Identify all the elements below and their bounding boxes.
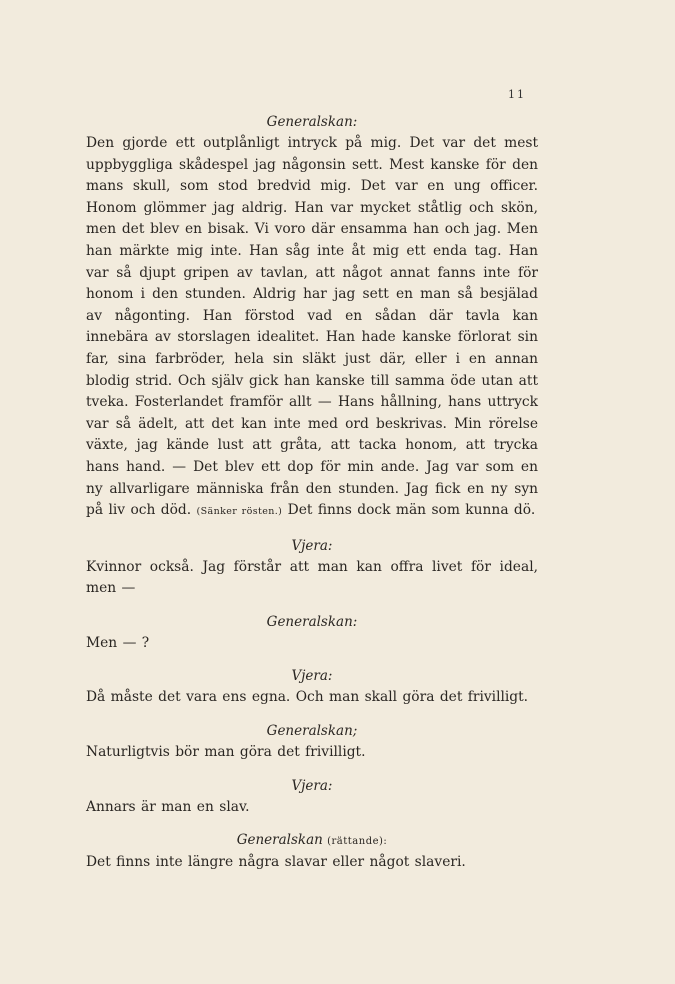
play-text	[86, 112, 538, 874]
stage-direction: (rättande):	[327, 836, 388, 848]
speech-vjera: Annars är man en slav.	[86, 798, 250, 815]
speaker-generalskan: Generalskan;	[266, 723, 358, 740]
speaker-vjera: Vjera:	[291, 668, 333, 685]
speech-vjera: Då måste det vara ens egna. Och man skall göra det frivilligt.	[86, 689, 529, 706]
speech-generalskan: Naturligtvis bör man göra det frivilligt.	[86, 744, 366, 761]
speaker-name: Generalskan	[236, 832, 323, 849]
speaker-generalskan	[86, 830, 538, 852]
speaker-generalskan: Generalskan:	[266, 114, 358, 130]
speech-generalskan: Det finns inte längre några slavar eller något slaveri.	[86, 854, 466, 871]
speech-generalskan-long	[86, 133, 538, 523]
speaker-generalskan: Generalskan:	[266, 613, 358, 630]
speaker-vjera: Vjera:	[291, 537, 333, 554]
speech-generalskan: Men — ?	[86, 634, 150, 651]
speech-text-after-direction: Det finns dock män som kunna dö.	[287, 502, 536, 519]
speech-vjera: Kvinnor också. Jag förstår att man kan offra livet för ideal, men —	[86, 558, 538, 597]
speech-text: Den gjorde ett outplånligt intryck på mig. Det var det mest uppbyggliga skådespel jag någonsin sett. Mest kanske för den mans skull, som stod bredvid mig. Det var en ung officer. Honom glömmer jag aldrig. Han var mycket ståtlig och skön, men det blev en bisak. Vi voro där ensamma han och jag. Men han märkte mig inte. Han såg inte åt mig ett enda tag. Han var så djupt gripen av tavlan, att något annat fanns inte för honom i den stunden. Aldrig har jag sett en man så besjälad av någonting. Han förstod vad en sådan där tavla kan innebära av storslagen idealitet. Han hade kanske förlorat sin far, sina farbröder, hela sin släkt just där, eller i en annan blodig strid. Och själv gick han kanske till samma öde utan att tveka. Fosterlandet framför allt — Hans hållning, hans uttryck var så ädelt, att det kan inte med ord beskrivas. Min rörelse växte, jag kände lust att gråta, att tacka honom, att trycka hans hand. — Det blev ett dop för min ande. Jag var som en ny allvarligare människa från den stunden. Jag fick en ny syn på liv och död.	[86, 135, 538, 519]
page-number: 11	[508, 88, 526, 101]
speaker-vjera: Vjera:	[291, 777, 333, 794]
stage-direction: (Sänker rösten.)	[196, 506, 283, 518]
